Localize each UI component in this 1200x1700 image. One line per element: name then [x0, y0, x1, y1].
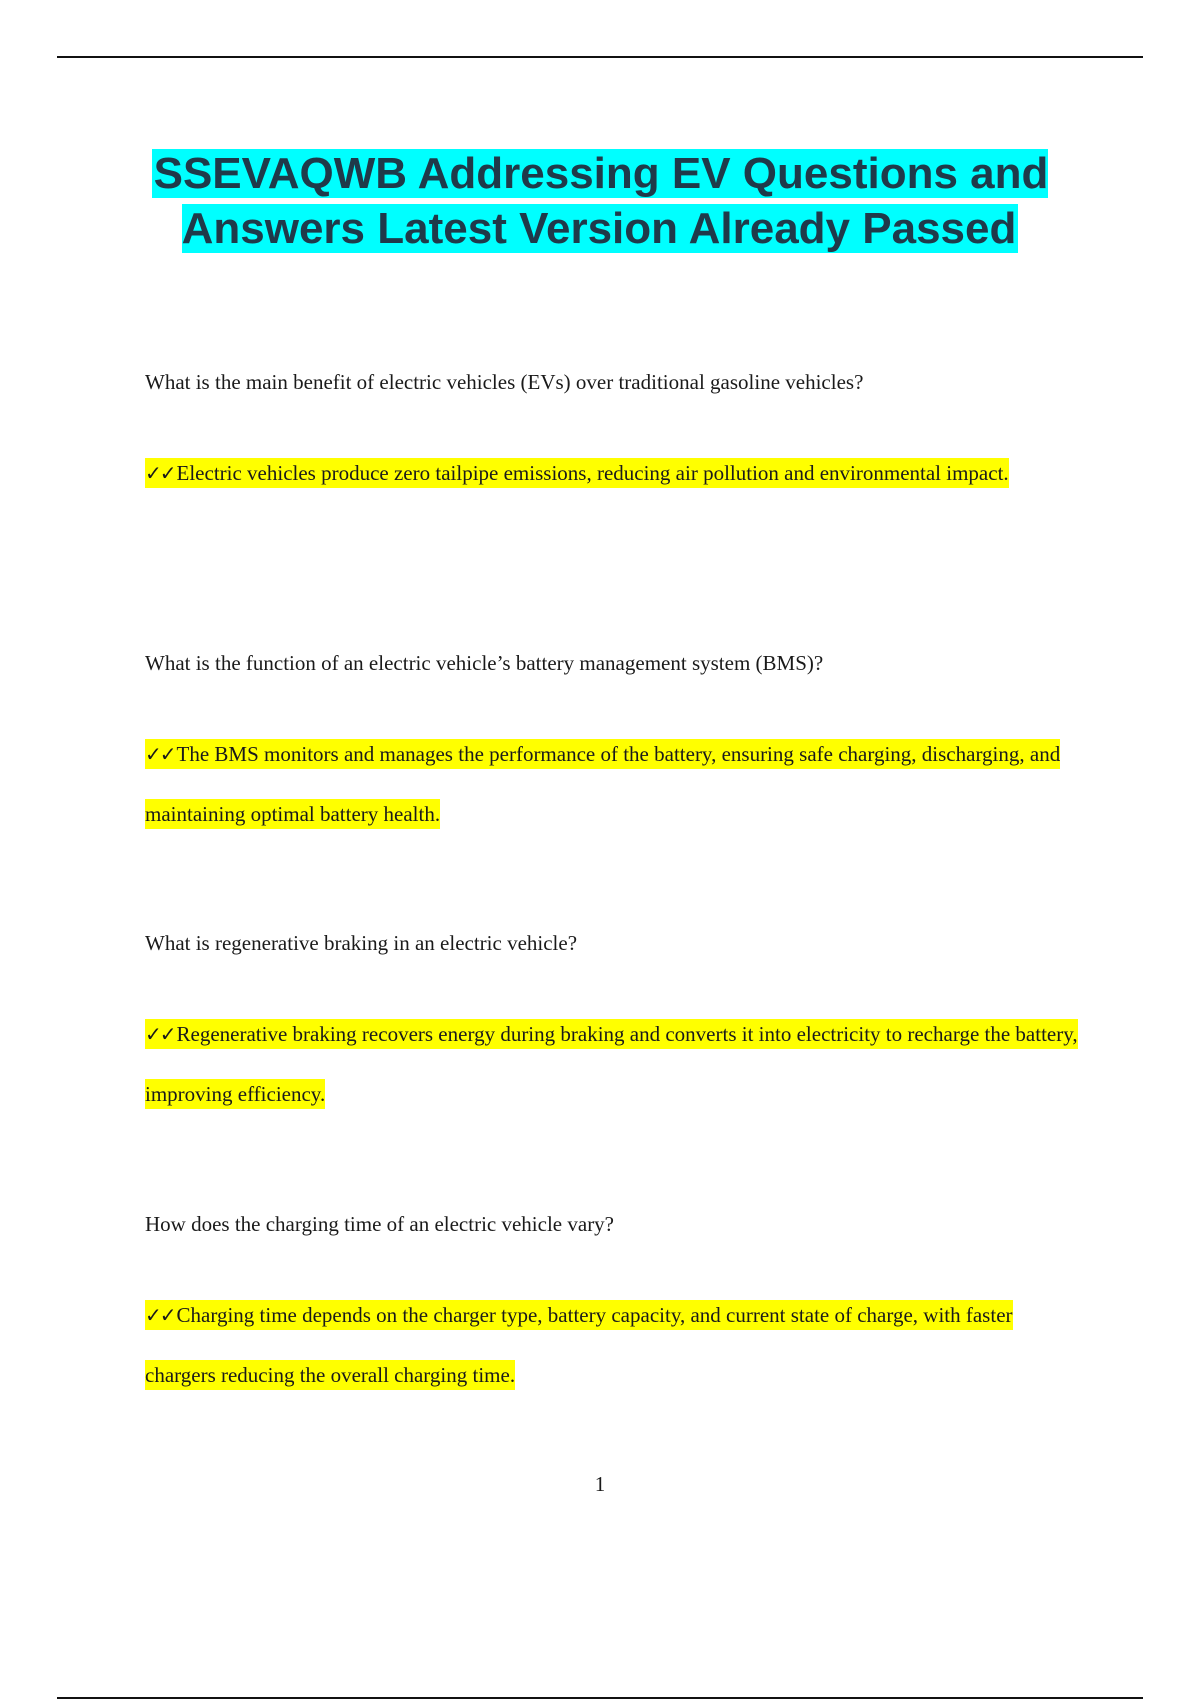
answer-highlight [145, 1019, 1078, 1109]
answer-block [145, 1004, 1085, 1124]
header-rule [57, 56, 1143, 58]
answer-highlight [145, 458, 1009, 488]
answer-text: Charging time depends on the charger type, battery capacity, and current state of charge, with faster chargers reducing the overall charging time. [145, 1303, 1013, 1387]
answer-text: The BMS monitors and manages the performance of the battery, ensuring safe charging, discharging, and maintaining optimal battery health. [145, 742, 1061, 826]
question-text: How does the charging time of an electric vehicle vary? [145, 1212, 615, 1236]
answer-block [145, 724, 1085, 844]
question-text: What is the main benefit of electric vehicles (EVs) over traditional gasoline vehicles? [145, 370, 864, 394]
document-title [100, 146, 1100, 256]
answer-block [145, 443, 1085, 503]
answer-highlight [145, 1300, 1013, 1390]
question-text: What is the function of an electric vehicle’s battery management system (BMS)? [145, 651, 824, 675]
page-number: 1 [594, 1472, 606, 1496]
double-check-icon: ✓✓ [145, 742, 175, 766]
answer-text: Regenerative braking recovers energy during braking and converts it into electricity to recharge the battery, improving efficiency. [145, 1022, 1078, 1106]
double-check-icon: ✓✓ [145, 461, 175, 485]
answer-block [145, 1285, 1085, 1405]
answer-highlight [145, 739, 1060, 829]
document-title-text: SSEVAQWB Addressing EV Questions and Answers Latest Version Already Passed [153, 149, 1049, 253]
question-text: What is regenerative braking in an electric vehicle? [145, 931, 578, 955]
double-check-icon: ✓✓ [145, 1022, 175, 1046]
footer-rule [57, 1697, 1143, 1699]
double-check-icon: ✓✓ [145, 1303, 175, 1327]
answer-text: Electric vehicles produce zero tailpipe emissions, reducing air pollution and environmental impact. [176, 461, 1009, 485]
